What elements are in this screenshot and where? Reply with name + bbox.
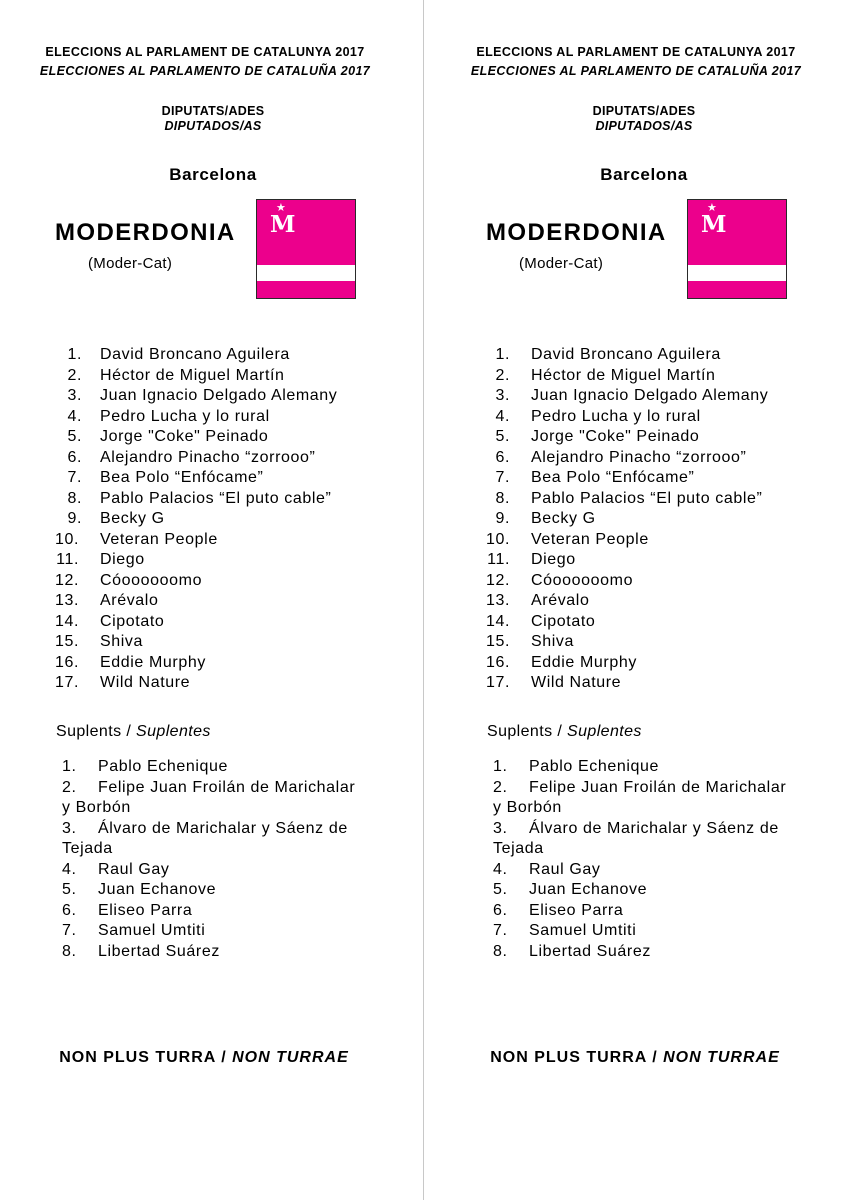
candidate-number: 5. <box>495 428 510 445</box>
substitute-number: 8. <box>493 942 508 960</box>
candidate-number: 12. <box>485 571 510 589</box>
footer-left: NON PLUS TURRA <box>490 1049 647 1066</box>
candidate-number: 7. <box>495 469 510 486</box>
substitutes-heading-separator: / <box>126 723 132 740</box>
candidate-number: 16. <box>485 653 510 671</box>
substitutes-heading <box>56 723 211 741</box>
candidate-name: Veteran People <box>100 530 218 548</box>
candidate-name: Arévalo <box>531 592 590 609</box>
substitute-name: Samuel Umtiti <box>529 922 637 939</box>
candidate-number: 5. <box>67 428 82 445</box>
substitute-name: Felipe Juan Froilán de Marichalar y Borbón <box>493 778 787 816</box>
candidate-name: Cipotato <box>531 612 596 630</box>
candidate-name: Héctor de Miguel Martín <box>531 366 716 384</box>
candidate-name: Cipotato <box>100 612 165 630</box>
footer-left: NON PLUS TURRA <box>59 1049 216 1066</box>
candidate-name: Pedro Lucha y lo rural <box>100 407 270 425</box>
substitute-number: 4. <box>62 860 77 878</box>
ballot-footer <box>431 1049 839 1067</box>
candidate-number: 1. <box>67 346 82 363</box>
candidate-name: Diego <box>100 551 145 568</box>
candidate-number: 3. <box>495 387 510 404</box>
substitutes-heading-catalan: Suplents <box>487 723 553 740</box>
candidate-number: 11. <box>487 551 510 568</box>
substitute-item <box>0 860 367 881</box>
star-icon: ★ <box>276 202 286 214</box>
substitutes-heading-catalan: Suplents <box>56 723 122 740</box>
candidate-number: 12. <box>54 571 79 589</box>
chamber-spanish: DIPUTADOS/AS <box>595 119 693 133</box>
substitute-number: 5. <box>493 881 508 898</box>
candidate-number: 9. <box>495 510 510 527</box>
candidate-number: 8. <box>67 489 82 507</box>
substitute-item <box>0 819 367 860</box>
candidate-number: 10. <box>485 530 510 548</box>
substitute-name: Pablo Echenique <box>98 758 228 775</box>
substitute-number: 3. <box>493 819 508 837</box>
candidate-name: Shiva <box>100 633 144 650</box>
substitute-item <box>0 757 367 778</box>
candidate-number: 15. <box>54 633 79 650</box>
substitute-name: Juan Echanove <box>529 881 648 898</box>
candidate-name: Wild Nature <box>100 674 191 691</box>
candidate-name: Héctor de Miguel Martín <box>100 366 285 384</box>
substitute-item <box>431 942 798 963</box>
candidate-number: 2. <box>495 366 510 384</box>
candidate-number: 1. <box>495 346 510 363</box>
logo-letter: M <box>270 211 296 238</box>
substitute-number: 8. <box>62 942 77 960</box>
candidate-number: 4. <box>67 407 82 425</box>
substitute-name: Eliseo Parra <box>98 901 193 919</box>
chamber-spanish: DIPUTADOS/AS <box>164 119 262 133</box>
star-icon: ★ <box>707 202 717 214</box>
candidate-name: Eddie Murphy <box>531 653 637 671</box>
candidate-name: Becky G <box>100 510 165 527</box>
substitute-item <box>0 778 367 819</box>
substitute-name: Samuel Umtiti <box>98 922 206 939</box>
substitute-number: 7. <box>62 922 77 939</box>
candidate-name: Bea Polo “Enfócame” <box>100 469 264 486</box>
candidate-number: 13. <box>485 592 510 609</box>
party-name: MODERDONIA <box>55 219 236 246</box>
substitute-name: Álvaro de Marichalar y Sáenz de Tejada <box>493 819 779 857</box>
substitutes-heading-separator: / <box>557 723 563 740</box>
party-acronym: (Moder-Cat) <box>88 255 173 272</box>
candidate-name: Juan Ignacio Delgado Alemany <box>100 387 338 404</box>
substitute-name: Pablo Echenique <box>529 758 659 775</box>
election-title-spanish: ELECCIONES AL PARLAMENTO DE CATALUÑA 2017 <box>39 64 371 78</box>
candidate-name: Juan Ignacio Delgado Alemany <box>531 387 769 404</box>
candidate-number: 17. <box>485 674 510 691</box>
candidate-number: 8. <box>495 489 510 507</box>
logo-stripe <box>688 265 786 281</box>
candidate-number: 6. <box>495 448 510 466</box>
footer-right: NON TURRAE <box>232 1049 349 1066</box>
substitute-name: Raul Gay <box>98 860 170 878</box>
candidate-name: Jorge "Coke" Peinado <box>100 428 269 445</box>
election-title-catalan: ELECCIONS AL PARLAMENT DE CATALUNYA 2017 <box>45 45 365 59</box>
substitute-item <box>431 778 798 819</box>
district-name: Barcelona <box>600 165 688 184</box>
party-acronym: (Moder-Cat) <box>519 255 604 272</box>
substitute-name: Juan Echanove <box>98 881 217 898</box>
candidate-number: 6. <box>67 448 82 466</box>
candidate-name: Diego <box>531 551 576 568</box>
substitutes-heading-spanish: Suplentes <box>136 723 211 740</box>
substitute-item <box>431 901 798 922</box>
candidate-name: Pablo Palacios “El puto cable” <box>100 489 332 507</box>
chamber-catalan: DIPUTATS/ADES <box>161 104 265 118</box>
substitute-name: Libertad Suárez <box>529 942 651 960</box>
substitute-name: Raul Gay <box>529 860 601 878</box>
logo-stripe <box>257 265 355 281</box>
substitute-item <box>0 942 367 963</box>
candidate-name: Arévalo <box>100 592 159 609</box>
candidate-name: Veteran People <box>531 530 649 548</box>
candidate-number: 11. <box>56 551 79 568</box>
substitute-number: 4. <box>493 860 508 878</box>
election-title-spanish: ELECCIONES AL PARLAMENTO DE CATALUÑA 2017 <box>470 64 802 78</box>
candidate-name: Shiva <box>531 633 575 650</box>
party-name: MODERDONIA <box>486 219 667 246</box>
substitute-number: 6. <box>493 901 508 919</box>
substitute-number: 6. <box>62 901 77 919</box>
substitute-name: Felipe Juan Froilán de Marichalar y Borbón <box>62 778 356 816</box>
candidate-number: 14. <box>485 612 510 630</box>
ballot-right <box>431 0 848 1200</box>
substitute-number: 1. <box>493 758 508 775</box>
substitute-number: 1. <box>62 758 77 775</box>
candidate-number: 7. <box>67 469 82 486</box>
election-title-catalan: ELECCIONS AL PARLAMENT DE CATALUNYA 2017 <box>476 45 796 59</box>
substitute-name: Álvaro de Marichalar y Sáenz de Tejada <box>62 819 348 857</box>
party-logo <box>687 199 787 299</box>
candidate-name: Bea Polo “Enfócame” <box>531 469 695 486</box>
candidate-number: 3. <box>67 387 82 404</box>
candidate-number: 10. <box>54 530 79 548</box>
substitutes-heading-spanish: Suplentes <box>567 723 642 740</box>
substitute-name: Eliseo Parra <box>529 901 624 919</box>
substitute-number: 3. <box>62 819 77 837</box>
candidate-number: 16. <box>54 653 79 671</box>
substitute-item <box>431 880 798 901</box>
substitute-item <box>431 757 798 778</box>
candidate-name: Becky G <box>531 510 596 527</box>
candidate-name: Cóoooooomo <box>531 571 634 589</box>
footer-right: NON TURRAE <box>663 1049 780 1066</box>
substitute-list <box>431 757 798 962</box>
candidate-name: Alejandro Pinacho “zorrooo” <box>531 448 747 466</box>
candidate-name: Alejandro Pinacho “zorrooo” <box>100 448 316 466</box>
substitute-list <box>0 757 367 962</box>
footer-separator: / <box>221 1049 227 1066</box>
candidate-number: 17. <box>54 674 79 691</box>
candidate-number: 13. <box>54 592 79 609</box>
footer-separator: / <box>652 1049 658 1066</box>
substitute-item <box>431 860 798 881</box>
substitute-item <box>0 921 367 942</box>
district-name: Barcelona <box>169 165 257 184</box>
candidate-name: Wild Nature <box>531 674 622 691</box>
candidate-name: David Broncano Aguilera <box>100 346 290 363</box>
substitute-number: 7. <box>493 922 508 939</box>
substitute-item <box>0 880 367 901</box>
candidate-name: David Broncano Aguilera <box>531 346 721 363</box>
substitute-item <box>0 901 367 922</box>
substitute-item <box>431 819 798 860</box>
candidate-name: Jorge "Coke" Peinado <box>531 428 700 445</box>
substitutes-heading <box>487 723 642 741</box>
logo-letter: M <box>701 211 727 238</box>
substitute-number: 2. <box>62 778 77 796</box>
substitute-number: 2. <box>493 778 508 796</box>
ballot-footer <box>0 1049 408 1067</box>
candidate-number: 4. <box>495 407 510 425</box>
candidate-number: 15. <box>485 633 510 650</box>
candidate-number: 9. <box>67 510 82 527</box>
candidate-name: Pedro Lucha y lo rural <box>531 407 701 425</box>
candidate-name: Pablo Palacios “El puto cable” <box>531 489 763 507</box>
substitute-number: 5. <box>62 881 77 898</box>
candidate-number: 2. <box>67 366 82 384</box>
chamber-catalan: DIPUTATS/ADES <box>592 104 696 118</box>
substitute-name: Libertad Suárez <box>98 942 220 960</box>
candidate-name: Eddie Murphy <box>100 653 206 671</box>
substitute-item <box>431 921 798 942</box>
candidate-number: 14. <box>54 612 79 630</box>
party-logo <box>256 199 356 299</box>
candidate-name: Cóoooooomo <box>100 571 203 589</box>
